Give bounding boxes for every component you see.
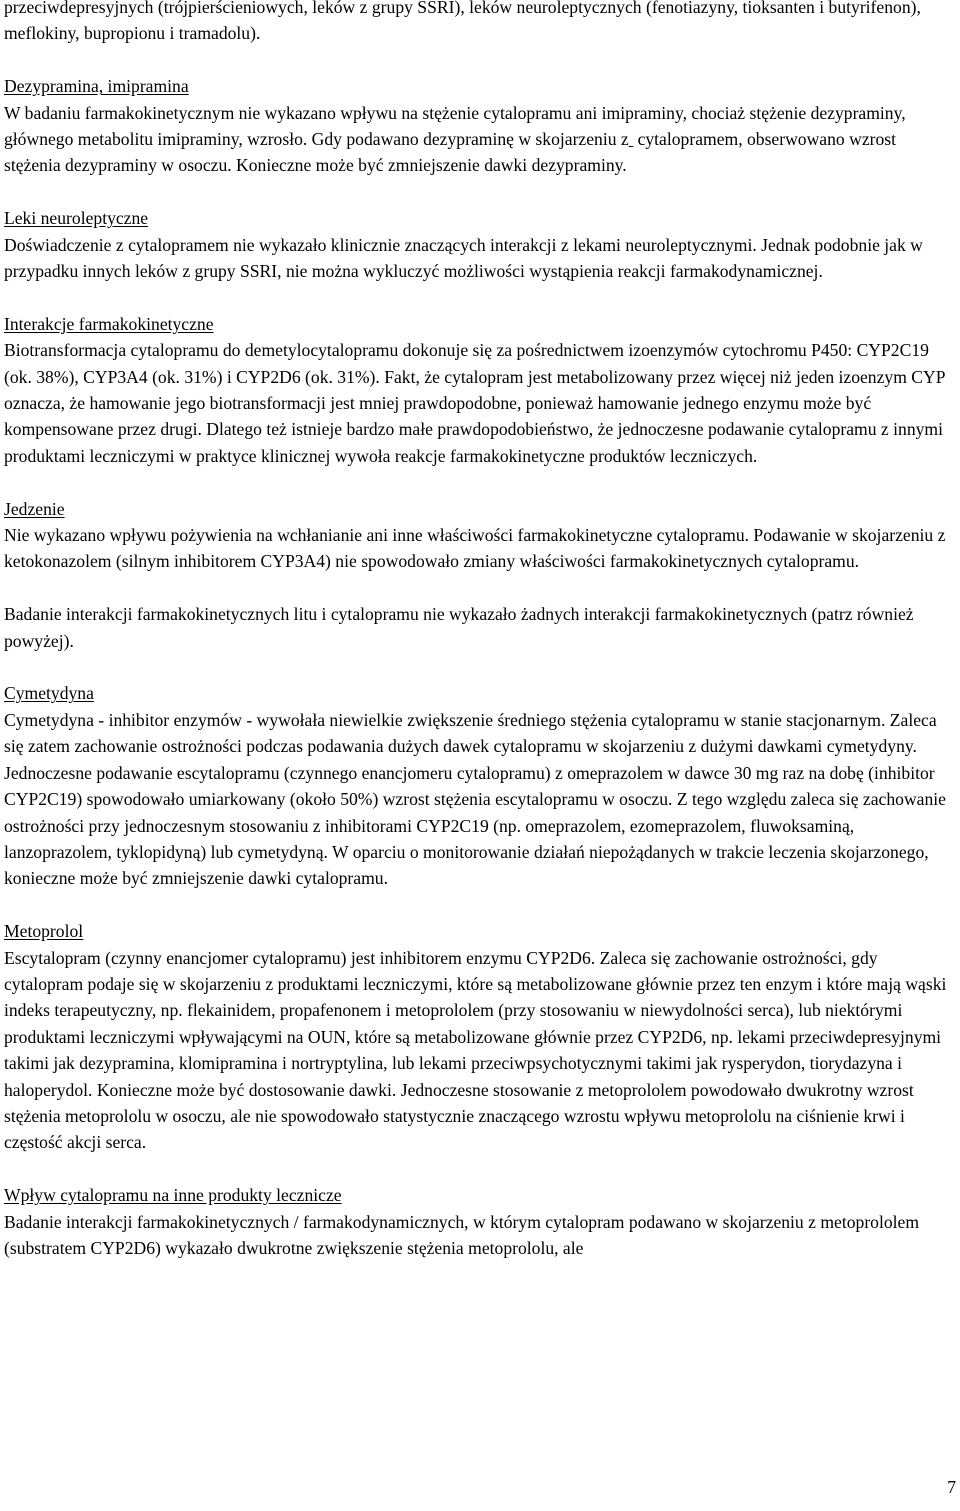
spacer [4,892,948,918]
spacer [4,1156,948,1182]
document-page [4,0,948,1261]
spacer [4,469,948,495]
section-pharmacokinetic [4,311,948,469]
section-heading-metoprolol: Metoprolol [4,921,84,942]
spacer [4,47,948,73]
section-body-other-products: Badanie interakcji farmakokinetycznych / farmakodynamicznych, w którym cytalopram podawano w skojarzeniu z metoprololem (substratem CYP2D6) wykazało dwukrotne zwiększenie stężenia metoprololu, ale [4,1211,920,1258]
spacer [4,575,948,601]
spacer [4,654,948,680]
section-desipramine [4,73,948,179]
section-heading-desipramine: Dezypramina, imipramina [4,76,189,97]
section-body-desipramine-part-a: W badaniu farmakokinetycznym nie wykazano wpływu na stężenie cytalopramu ani imipraminy, chociaż stężenie dezypraminy, głównego metabolitu imipraminy, wzrosło. Gdy podawano dezypraminę w skojarzeniu z [4,102,906,150]
section-heading-other-products: Wpływ cytalopramu na inne produkty lecznicze [4,1185,342,1206]
trailing-underline [629,129,633,149]
section-neuroleptics [4,205,948,284]
section-food [4,496,948,654]
section-cimetidine [4,680,948,891]
section-other-products [4,1182,948,1261]
section-body-food: Nie wykazano wpływu pożywienia na wchłanianie ani inne właściwości farmakokinetyczne cytalopramu. Podawanie w skojarzeniu z ketokonazolem (silnym inhibitorem CYP3A4) nie spowodowało zmiany właściwości farmakokinetycznych cytalopramu. [4,525,946,572]
spacer [4,179,948,205]
section-body-desipramine [4,100,948,179]
section-body-neuroleptics: Doświadczenie z cytalopramem nie wykazało klinicznie znaczących interakcji z lekami neuroleptycznymi. Jednak podobnie jak w przypadku innych leków z grupy SSRI, nie można wykluczyć możliwości wystąpienia reakcji farmakodynamicznej. [4,234,923,282]
section-metoprolol [4,918,948,1156]
section-heading-food: Jedzenie [4,498,65,519]
section-body-pharmacokinetic: Biotransformacja cytalopramu do demetylocytalopramu dokonuje się za pośrednictwem izoenzymów cytochromu P450: CYP2C19 (ok. 38%), CYP3A4 (ok. 31%) i CYP2D6 (ok. 31%). Fakt, że cytalopram jest metabolizowany przez więcej niż jeden izoenzym CYP oznacza, że hamowanie jego biotransformacji jest mniej prawdopodobne, ponieważ hamowanie jednego enzymu może być kompensowane przez drugi. Dlatego też istnieje bardzo małe prawdopodobieństwo, że jednoczesne podawanie cytalopramu z innymi produktami leczniczymi w praktyce klinicznej wywoła reakcje farmakokinetyczne produktów leczniczych. [4,340,945,466]
section-heading-pharmacokinetic: Interakcje farmakokinetyczne [4,313,214,334]
intro-paragraph: przeciwdepresyjnych (trójpierścieniowych, leków z grupy SSRI), leków neuroleptycznych (fenotiazyny, tioksanten i butyrifenon), meflokiny, bupropionu i tramadolu). [4,0,921,44]
section-body-metoprolol: Escytalopram (czynny enancjomer cytalopramu) jest inhibitorem enzymu CYP2D6. Zaleca się zachowanie ostrożności, gdy cytalopram podaje się w skojarzeniu z produktami leczniczymi, które są metabolizowane głównie przez ten enzym i które mają wąski indeks terapeutyczny, np. flekainidem, propafenonem i metoprololem (przy stosowaniu w niewydolności serca), lub niektórymi produktami leczniczymi wpływającymi na OUN, które są metabolizowane głównie przez CYP2D6, np. lekami przeciwdepresyjnymi takimi jak dezypramina, klomipramina i nortryptylina, lub lekami przeciwpsychotycznymi takimi jak rysperydon, tiorydazyna i haloperydol. Konieczne może być dostosowanie dawki. Jednoczesne stosowanie z metoprololem powodowało dwukrotny wzrost stężenia metoprololu w osoczu, ale nie spowodowało statystycznie znaczącego wzrostu wpływu metoprololu na ciśnienie krwi i częstość akcji serca. [4,947,947,1153]
section-body-lithium: Badanie interakcji farmakokinetycznych litu i cytalopramu nie wykazało żadnych interakcji farmakokinetycznych (patrz również powyżej). [4,604,914,651]
section-heading-neuroleptics: Leki neuroleptyczne [4,208,149,229]
section-body-desipramine-part-b: cytalopramem, obserwowano wzrost stężenia dezypraminy w osoczu. Konieczne może być zmniejszenie dawki dezypraminy. [4,129,897,176]
section-heading-cimetidine: Cymetydyna [4,683,94,704]
spacer [4,284,948,310]
section-body-cimetidine: Cymetydyna - inhibitor enzymów - wywołała niewielkie zwiększenie średniego stężenia cytalopramu w stanie stacjonarnym. Zaleca się zatem zachowanie ostrożności podczas podawania dużych dawek cytalopramu w skojarzeniu z dużymi dawkami cymetydyny. Jednoczesne podawanie escytalopramu (czynnego enancjomeru cytalopramu) z omeprazolem w dawce 30 mg raz na dobę (inhibitor CYP2C19) spowodowało umiarkowany (około 50%) wzrost stężenia escytalopramu w osoczu. Z tego względu zaleca się zachowanie ostrożności przy jednoczesnym stosowaniu z inhibitorami CYP2C19 (np. omeprazolem, ezomeprazolem, fluwoksaminą, lanzoprazolem, tyklopidyną) lub cymetydyną. W oparciu o monitorowanie działań niepożądanych w trakcie leczenia skojarzonego, konieczne może być zmniejszenie dawki cytalopramu. [4,709,946,889]
page-number: 7 [947,1477,956,1497]
